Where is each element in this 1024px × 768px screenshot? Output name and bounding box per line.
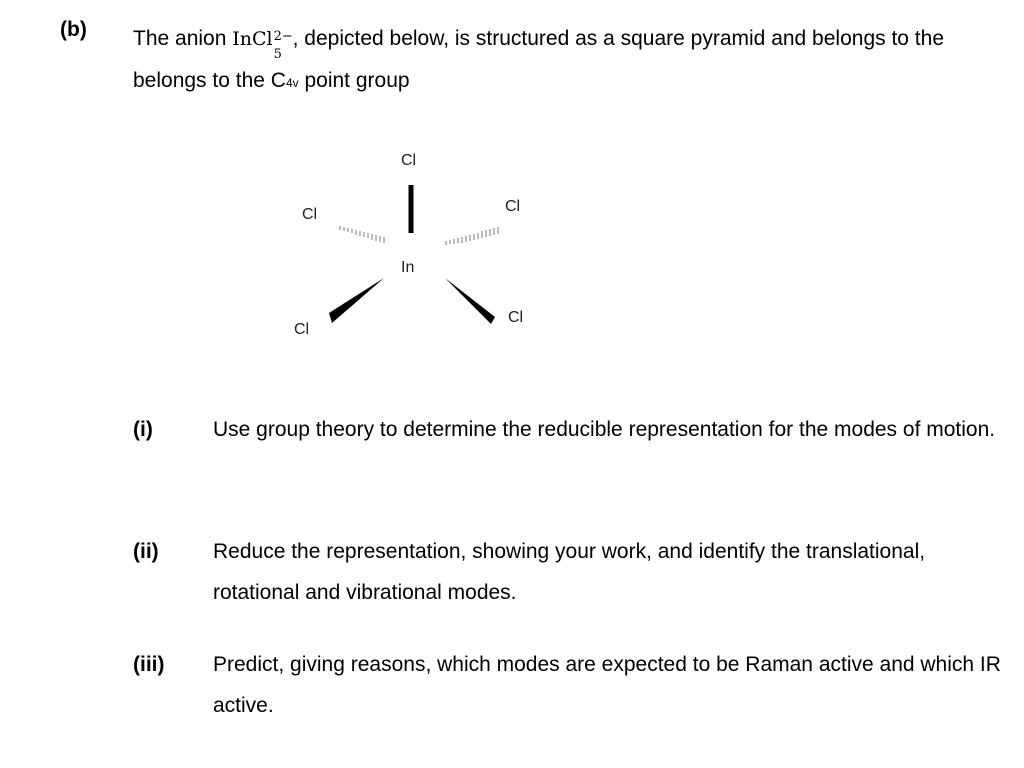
anion-formula: [232, 28, 293, 62]
wedge-bond-front-left: [329, 278, 384, 323]
atom-cl-front-left: Cl: [294, 321, 310, 338]
intro-end: point group: [298, 69, 410, 92]
atom-in-central: In: [401, 259, 415, 276]
molecule-diagram: [270, 130, 560, 360]
point-group-letter: C: [270, 69, 286, 92]
point-group-subscript: 4v: [285, 76, 299, 90]
question-text-iii: Predict, giving reasons, which modes are expected to be Raman active and which IR active.: [213, 653, 1001, 717]
atom-cl-back-left: Cl: [302, 206, 318, 223]
formula-charge: 2−: [273, 29, 293, 44]
question-label-i: (i): [133, 418, 153, 441]
intro-before: The anion: [133, 27, 233, 50]
part-label: (b): [60, 18, 87, 41]
hashed-bond-back-left: [340, 226, 384, 243]
atom-cl-front-right: Cl: [508, 309, 524, 326]
formula-scripts: [273, 26, 293, 62]
question-text-ii: Reduce the representation, showing your work, and identify the translational, rotational and vibrational modes.: [213, 540, 926, 604]
question-label-iii: (iii): [133, 653, 165, 676]
atom-cl-axial: Cl: [401, 152, 417, 169]
molecule-svg: [270, 130, 560, 360]
formula-subscript: 5: [273, 47, 282, 62]
formula-base: InCl: [232, 28, 273, 50]
question-label-ii: (ii): [133, 540, 159, 563]
wedge-bond-front-right: [445, 278, 495, 324]
question-text-i: Use group theory to determine the reducible representation for the modes of motion.: [213, 418, 996, 441]
hashed-bond-back-right: [446, 227, 498, 245]
intro-text: [133, 18, 993, 104]
intro-middle: , depicted below, is structured as a square pyramid and belongs to the belongs to the: [133, 27, 944, 92]
atom-cl-back-right: Cl: [505, 198, 521, 215]
